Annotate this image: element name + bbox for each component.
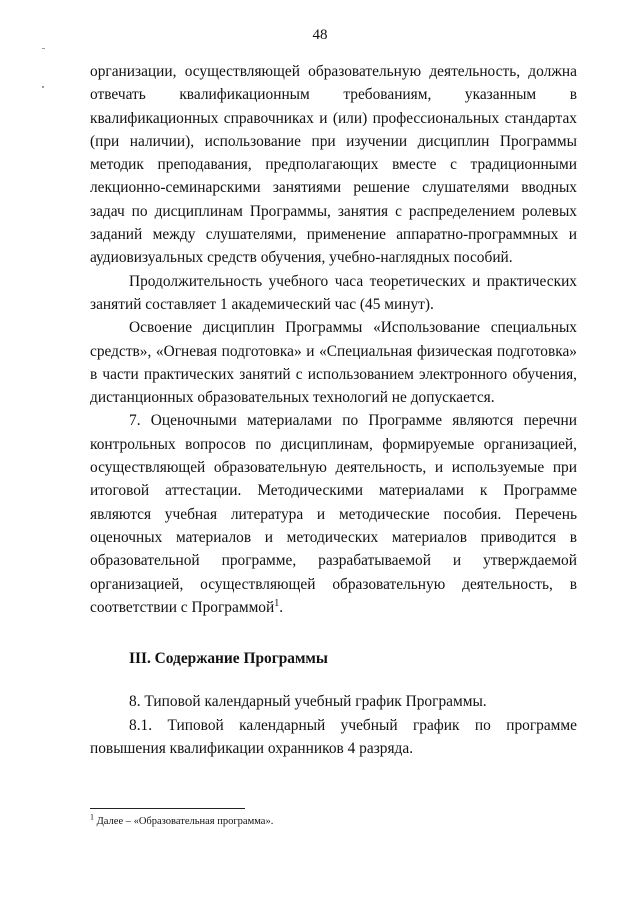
footnote-reference[interactable]: 1 [274, 597, 280, 609]
section-paragraph: 8.1. Типовой календарный учебный график по программе повышения квалификации охранников 4 разряда. [90, 716, 577, 758]
scan-mark [42, 86, 44, 88]
footnote-divider [90, 808, 245, 809]
scan-mark [42, 48, 45, 49]
document-body [90, 60, 577, 760]
paragraph-text: 7. Оценочными материалами по Программе являются перечни контрольных вопросов по дисциплинам, формируемые организацией, осуществляющей образовательную деятельность, и используемые при итоговой аттестации. Методическими материалами к Программе являются учебная литература и методические пособия. Перечень оценочных материалов и методических материалов приводится в образовательной программе, разрабатываемой и утверждаемой организацией, осуществляющей образовательную деятельность, в соответствии с Программой [90, 412, 577, 616]
section-paragraph: 8. Типовой календарный учебный график Программы. [129, 693, 487, 711]
page-number: 48 [312, 27, 328, 43]
body-paragraph: Освоение дисциплин Программы «Использование специальных средств», «Огневая подготовка» и «Специальная физическая подготовка» в части практических занятий с использованием электронного обучения, дистанционных образовательных технологий не допускается. [90, 319, 577, 407]
body-paragraph: 7. Оценочными материалами по Программе являются перечни контрольных вопросов по дисциплинам, формируемые организацией, осуществляющей образовательную деятельность, и используемые при итоговой аттестации. Методическими материалами к Программе являются учебная литература и методические пособия. Перечень оценочных материалов и методических материалов приводится в образовательной программе, разрабатываемой и утверждаемой организацией, осуществляющей образовательную деятельность, в соответствии с Программой$^1$. [90, 412, 577, 616]
section-heading: III. Содержание Программы [129, 650, 328, 668]
footnote [90, 812, 577, 829]
footnote-marker: 1 [90, 812, 94, 822]
footnote-text: Далее – «Образовательная программа». [96, 816, 274, 827]
body-paragraph: Продолжительность учебного часа теоретических и практических занятий составляет 1 академический час (45 минут). [90, 272, 577, 313]
body-paragraph: организации, осуществляющей образовательную деятельность, должна отвечать квалификационным требованиям, указанным в квалификационных справочниках и (или) профессиональных стандартах (при наличии), использование при изучении дисциплин Программы методик преподавания, предполагающих вместе с традиционными лекционно-семинарскими занятиями решение слушателями вводных задач по дисциплинам Программы, занятия с распределением ролевых заданий между слушателями, применение аппаратно-программных и аудиовизуальных средств обучения, учебно-наглядных пособий. [90, 63, 577, 267]
